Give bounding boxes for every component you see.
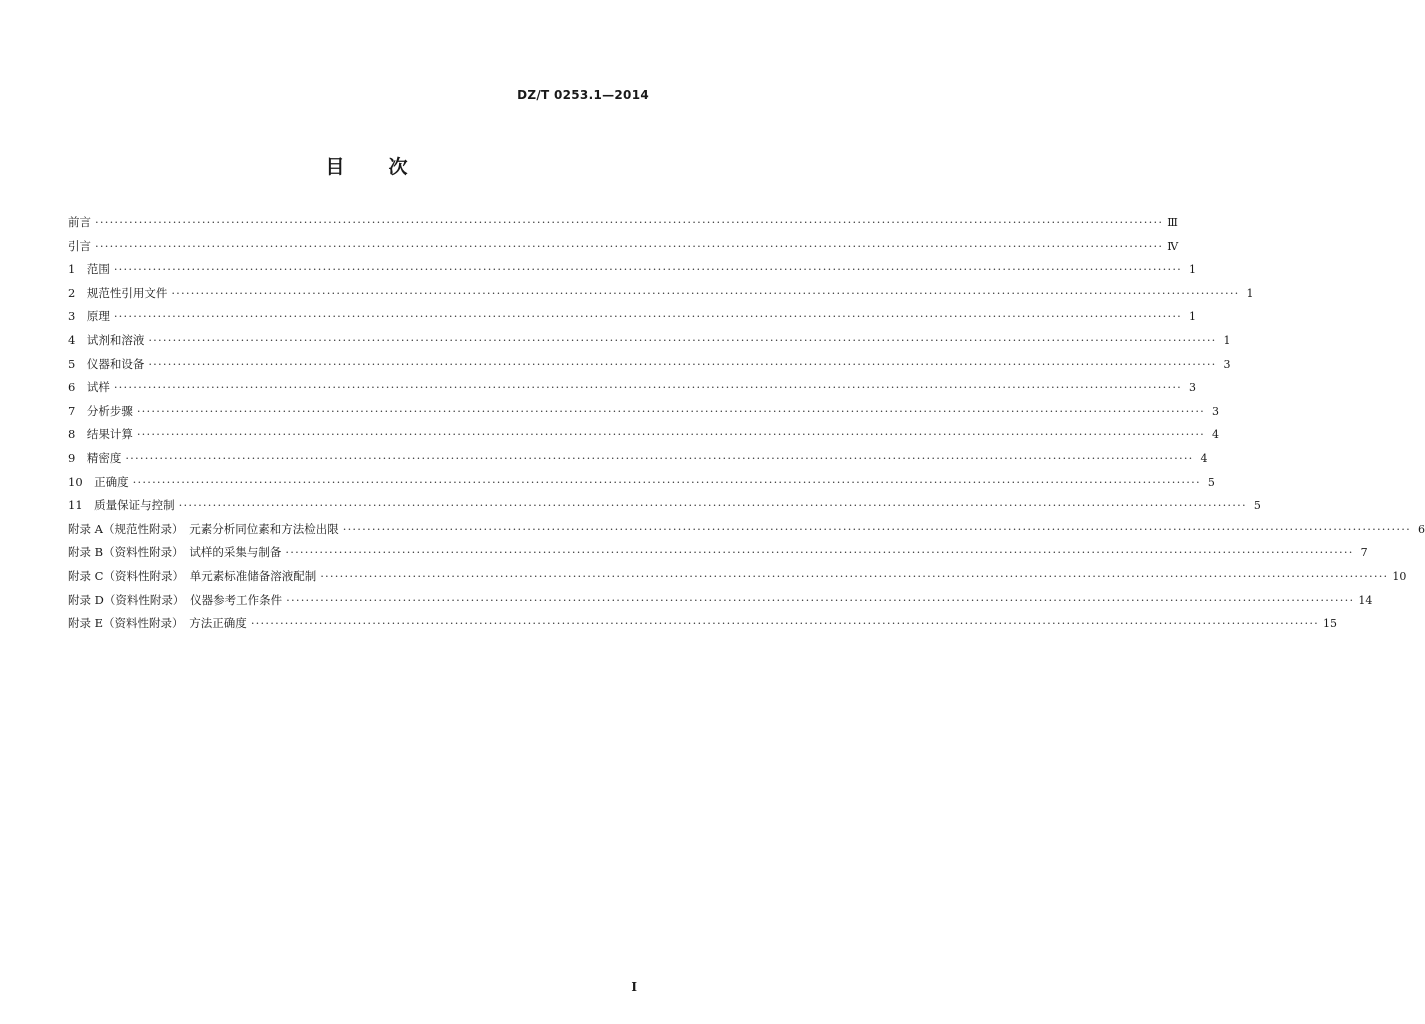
toc-entry[interactable]	[68, 615, 1338, 639]
toc-entry[interactable]	[68, 308, 1197, 332]
toc-entry[interactable]	[68, 332, 1231, 356]
toc-entry-page: 6	[1417, 522, 1425, 536]
toc-entry-label: 7 分析步骤	[68, 403, 133, 418]
toc-entry[interactable]	[68, 214, 1178, 238]
toc-entry-label: 10 正确度	[68, 474, 129, 489]
toc-entry-label: 4 试剂和溶液	[68, 332, 145, 347]
toc-leader-dots: ····························································································································································································································	[148, 356, 1217, 371]
toc-leader-dots: ····························································································································································································································	[136, 427, 1206, 442]
toc-leader-dots: ····························································································································································································································	[95, 238, 1164, 253]
toc-entry-page: 3	[1223, 357, 1231, 371]
table-of-contents	[68, 214, 1425, 639]
toc-entry-label: 1 范围	[68, 262, 110, 277]
toc-leader-dots: ····························································································································································································································	[320, 568, 1389, 583]
toc-entry-label: 前言	[68, 215, 91, 229]
toc-entry-page: 1	[1189, 310, 1197, 324]
toc-entry-page: 5	[1207, 475, 1215, 489]
toc-entry-label: 6 试样	[68, 380, 110, 395]
toc-entry-label: 11 质量保证与控制	[68, 498, 175, 513]
toc-entry[interactable]	[68, 592, 1373, 616]
toc-leader-dots: ····························································································································································································································	[286, 592, 1355, 607]
toc-leader-dots: ····························································································································································································································	[95, 215, 1164, 229]
toc-leader-dots: ····························································································································································································································	[113, 262, 1183, 277]
toc-entry-label: 3 原理	[68, 309, 110, 324]
toc-entry-label: 2 规范性引用文件	[68, 285, 168, 300]
toc-entry-page: 4	[1212, 428, 1220, 442]
toc-leader-dots: ····························································································································································································································	[342, 521, 1411, 536]
toc-entry[interactable]	[68, 426, 1220, 450]
toc-entry-label: 附录 B（资料性附录） 试样的采集与制备	[68, 545, 282, 560]
toc-leader-dots: ····························································································································································································································	[285, 545, 1354, 560]
toc-entry-label: 8 结果计算	[68, 427, 133, 442]
toc-entry[interactable]	[68, 450, 1208, 474]
toc-entry[interactable]	[68, 521, 1425, 545]
toc-entry-page: 1	[1223, 333, 1231, 347]
toc-entry[interactable]	[68, 238, 1179, 262]
toc-entry-label: 附录 E（资料性附录） 方法正确度	[68, 616, 247, 631]
page-number: I	[631, 980, 637, 994]
toc-entry-page: 3	[1189, 381, 1197, 395]
toc-leader-dots: ····························································································································································································································	[113, 309, 1183, 324]
toc-leader-dots: ····························································································································································································································	[250, 616, 1320, 631]
toc-entry-page: 4	[1200, 451, 1208, 465]
toc-leader-dots: ····························································································································································································································	[148, 332, 1217, 347]
toc-entry-page: 10	[1392, 569, 1407, 583]
toc-leader-dots: ····························································································································································································································	[125, 450, 1194, 465]
toc-entry-page: 1	[1189, 263, 1197, 277]
toc-entry-label: 9 精密度	[68, 450, 122, 465]
toc-entry-label: 引言	[68, 238, 91, 253]
toc-entry[interactable]	[68, 261, 1197, 285]
toc-leader-dots: ····························································································································································································································	[113, 380, 1183, 395]
toc-entry[interactable]	[68, 285, 1254, 309]
page-title: 目次	[325, 156, 452, 178]
toc-entry[interactable]	[68, 544, 1368, 568]
toc-leader-dots: ····························································································································································································································	[178, 498, 1247, 513]
toc-entry[interactable]	[68, 497, 1261, 521]
toc-entry-page: Ⅳ	[1167, 239, 1179, 253]
toc-entry-page: 14	[1358, 593, 1373, 607]
toc-entry-page: 3	[1212, 404, 1220, 418]
toc-leader-dots: ····························································································································································································································	[136, 403, 1206, 418]
toc-entry-page: 1	[1246, 286, 1254, 300]
toc-entry[interactable]	[68, 474, 1215, 498]
toc-entry-label: 附录 A（规范性附录） 元素分析同位素和方法检出限	[68, 521, 339, 536]
toc-entry[interactable]	[68, 568, 1407, 592]
toc-entry[interactable]	[68, 403, 1220, 427]
toc-leader-dots: ····························································································································································································································	[132, 474, 1201, 489]
toc-entry-page: 5	[1253, 499, 1261, 513]
toc-entry-label: 附录 C（资料性附录） 单元素标准储备溶液配制	[68, 568, 317, 583]
toc-entry-label: 5 仪器和设备	[68, 356, 145, 371]
standard-code: DZ/T 0253.1—2014	[517, 88, 649, 102]
toc-entry-page: 7	[1360, 546, 1368, 560]
toc-entry-page: 15	[1323, 617, 1338, 631]
toc-entry[interactable]	[68, 379, 1197, 403]
toc-leader-dots: ····························································································································································································································	[171, 285, 1240, 300]
toc-entry-page: Ⅲ	[1167, 216, 1178, 229]
toc-entry-label: 附录 D（资料性附录） 仪器参考工作条件	[68, 592, 283, 607]
toc-entry[interactable]	[68, 356, 1231, 380]
